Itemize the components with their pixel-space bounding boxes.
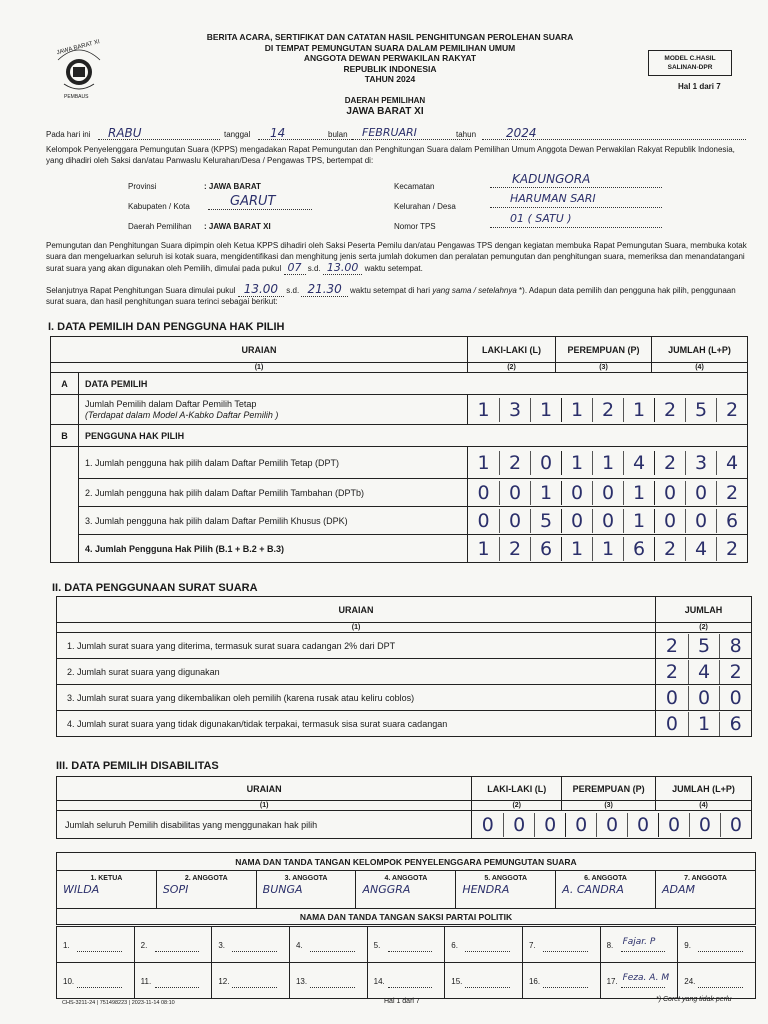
- kabupaten-value: GARUT: [230, 194, 276, 209]
- col-num: (4): [652, 363, 748, 373]
- handwritten-digit: 0: [530, 451, 561, 475]
- dapil-value: : JAWA BARAT XI: [204, 222, 271, 231]
- title-line: BERITA ACARA, SERTIFIKAT DAN CATATAN HASIL PENGHITUNGAN PEROLEHAN SUARA: [206, 32, 574, 42]
- handwritten-digit: 6: [719, 712, 751, 736]
- disability-row-digits: [472, 811, 752, 839]
- col-uraian: URAIAN: [57, 777, 472, 801]
- saksi-signature-cell: [57, 963, 135, 999]
- saksi-number: 17.: [606, 977, 618, 986]
- saksi-number: 11.: [140, 977, 152, 986]
- ballot-row-2-digits: [656, 659, 752, 685]
- saksi-signature-cell: [289, 927, 367, 963]
- handwritten-digit: 0: [565, 813, 596, 837]
- kecamatan-field: [490, 172, 662, 188]
- saksi-dots: [465, 987, 510, 988]
- tahun-value: 2024: [506, 126, 537, 140]
- handwritten-digit: 1: [623, 398, 654, 422]
- handwritten-digit: 8: [719, 634, 751, 658]
- saksi-number: 15.: [451, 977, 463, 986]
- tahun-field: [482, 126, 746, 140]
- ballot-row-1-digits: [656, 633, 752, 659]
- section2-title: II. DATA PENGGUNAAN SURAT SUARA: [52, 582, 258, 594]
- row-b-blank: [51, 507, 79, 535]
- saksi-number: 6.: [451, 941, 458, 950]
- footer-page: Hal 1 dari 7: [384, 998, 420, 1005]
- handwritten-digit: 5: [685, 398, 716, 422]
- tanggal-label: tanggal: [224, 130, 251, 139]
- kpps-signature-cell: [256, 871, 356, 909]
- handwritten-digit: 0: [654, 481, 685, 505]
- saksi-dots: [388, 951, 433, 952]
- saksi-signature-cell: [57, 927, 135, 963]
- handwritten-digit: 0: [719, 686, 751, 710]
- handwritten-digit: 1: [623, 481, 654, 505]
- saksi-dots: [698, 951, 743, 952]
- kpps-signature-cell: [456, 871, 556, 909]
- tps-value: 01 ( SATU ): [510, 212, 572, 225]
- kpps-role: 6. ANGGOTA: [584, 875, 627, 882]
- kpps-signature: HENDRA: [462, 883, 510, 896]
- saksi-signature-cell: [134, 963, 212, 999]
- col-num: (3): [556, 363, 652, 373]
- col-num: (1): [51, 363, 468, 373]
- saksi-signature-cell: [212, 963, 290, 999]
- count-start-time: 13.00: [238, 282, 284, 297]
- saksi-number: 16.: [528, 977, 541, 986]
- saksi-dots: [77, 951, 122, 952]
- handwritten-digit: 2: [665, 634, 678, 657]
- saksi-dots: [155, 951, 200, 952]
- footer-code: CHS-3211-24 | 751498223 | 2023-11-14 08:10: [62, 1000, 175, 1006]
- col-uraian: URAIAN: [51, 337, 468, 363]
- handwritten-digit: 0: [499, 481, 530, 505]
- handwritten-digit: 2: [716, 481, 747, 505]
- digit-group: [656, 712, 751, 736]
- row-b-title: PENGGUNA HAK PILIH: [79, 425, 748, 447]
- saksi-dots: [310, 987, 355, 988]
- kpps-title: NAMA DAN TANDA TANGAN KELOMPOK PENYELENGGARA PEMUNGUTAN SUARA: [57, 853, 756, 871]
- col-perempuan: PEREMPUAN (P): [556, 337, 652, 363]
- handwritten-digit: 4: [685, 537, 716, 561]
- title-line: DI TEMPAT PEMUNGUTAN SUARA DALAM PEMILIHAN UMUM: [264, 42, 516, 53]
- handwritten-digit: 1: [530, 481, 561, 505]
- provinsi-value: : JAWA BARAT: [204, 182, 261, 191]
- disability-row-text: Jumlah seluruh Pemilih disabilitas yang menggunakan hak pilih: [57, 811, 472, 839]
- saksi-number: 5.: [373, 941, 381, 950]
- count-end-time: 21.30: [301, 282, 347, 297]
- daerah-label: DAERAH PEMILIHAN: [344, 96, 426, 105]
- handwritten-digit: 1: [592, 537, 623, 561]
- handwritten-digit: 2: [654, 451, 685, 475]
- digit-group: [468, 537, 747, 561]
- digit-group: [656, 660, 751, 684]
- kabupaten-field: [208, 194, 312, 210]
- handwritten-digit: 0: [561, 509, 592, 533]
- kpps-signature-cell: [356, 871, 456, 909]
- saksi-signature-cell: [134, 927, 212, 963]
- saksi-signature: Feza. A. M: [622, 973, 670, 983]
- saksi-dots: [465, 951, 510, 952]
- saksi-number: 12.: [218, 977, 230, 986]
- count-line-b: waktu setempat di hari: [350, 286, 431, 295]
- kecamatan-label: Kecamatan: [394, 182, 435, 191]
- handwritten-digit: 0: [534, 813, 565, 837]
- handwritten-digit: 0: [503, 813, 534, 837]
- kpps-signature-cell: [57, 871, 157, 909]
- saksi-signature-cell: [445, 927, 523, 963]
- kelurahan-field: [490, 192, 662, 208]
- saksi-number: 9.: [684, 941, 691, 950]
- saksi-dots: [698, 987, 743, 988]
- saksi-signature-cell: [289, 963, 367, 999]
- saksi-signature-cell: [367, 927, 445, 963]
- kpu-logo: [50, 38, 108, 102]
- handwritten-digit: 0: [665, 712, 678, 735]
- handwritten-digit: 2: [499, 451, 530, 475]
- saksi-title: NAMA DAN TANDA TANGAN SAKSI PARTAI POLITIK: [57, 909, 756, 925]
- sd-label-2: s.d.: [286, 286, 300, 295]
- saksi-signature-table: [56, 926, 756, 999]
- kpps-role: 4. ANGGOTA: [384, 875, 428, 882]
- row-b-blank: [51, 479, 79, 507]
- digit-group: [468, 451, 747, 475]
- logo-text-bottom: PEMBAUS: [64, 94, 89, 100]
- row-a-blank: [51, 395, 79, 425]
- saksi-signature-cell: [522, 927, 600, 963]
- pada-hari-ini-label: Pada hari ini: [46, 130, 91, 139]
- handwritten-digit: 0: [596, 813, 627, 837]
- row-b1-digits: [468, 447, 748, 479]
- row-b4-digits: [468, 535, 748, 563]
- tps-label: Nomor TPS: [394, 222, 436, 231]
- kelurahan-label: Kelurahan / Desa: [394, 202, 456, 211]
- row-b-label: B: [51, 425, 79, 447]
- col-jumlah: JUMLAH (L+P): [652, 337, 748, 363]
- handwritten-digit: 6: [623, 537, 654, 561]
- col-laki: LAKI-LAKI (L): [468, 337, 556, 363]
- count-paragraph: [46, 284, 748, 307]
- section3-title: III. DATA PEMILIH DISABILITAS: [56, 760, 219, 772]
- saksi-signature-cell: [445, 963, 523, 999]
- kpps-role: 1. KETUA: [90, 875, 123, 882]
- bulan-value: FEBRUARI: [362, 126, 417, 139]
- kpps-signature-cell: [556, 871, 656, 909]
- hari-field: [98, 126, 220, 140]
- handwritten-digit: 2: [654, 398, 685, 422]
- model-box-line1: MODEL C.HASIL: [664, 55, 716, 62]
- handwritten-digit: 1: [477, 451, 490, 474]
- hari-value: RABU: [108, 126, 142, 140]
- row-a-sub: (Terdapat dalam Model A-Kabko Daftar Pemilih ): [85, 409, 279, 420]
- row-a-title: DATA PEMILIH: [79, 373, 748, 395]
- saksi-dots: [543, 987, 588, 988]
- handwritten-digit: 2: [716, 537, 747, 561]
- handwritten-digit: 2: [716, 398, 747, 422]
- saksi-dots: [155, 987, 200, 988]
- col-jumlah: JUMLAH: [656, 597, 752, 623]
- row-a-digits: [468, 395, 748, 425]
- title-line: TAHUN 2024: [364, 74, 416, 84]
- ballot-row-4-digits: [656, 711, 752, 737]
- kabupaten-label: Kabupaten / Kota: [128, 202, 190, 211]
- row-b1-text: 1. Jumlah pengguna hak pilih dalam Daftar Pemilih Tetap (DPT): [79, 447, 468, 479]
- ballot-row-3-digits: [656, 685, 752, 711]
- handwritten-digit: 0: [627, 813, 658, 837]
- count-line-d: *). Adapun data pemilih dan pengguna hak pilih, penggunaan surat suara, dan hasil penghitungan suara terinci sebagai berikut:: [46, 286, 736, 306]
- handwritten-digit: 0: [665, 686, 678, 709]
- saksi-number: 24.: [684, 977, 696, 986]
- handwritten-digit: 4: [688, 660, 720, 684]
- logo-text-top: JAWA BARAT XI: [56, 39, 101, 57]
- ballot-row-2-text: 2. Jumlah surat suara yang digunakan: [57, 659, 656, 685]
- start-time: 07: [284, 261, 306, 275]
- handwritten-digit: 1: [688, 712, 720, 736]
- handwritten-digit: 0: [592, 481, 623, 505]
- footer-note: *) Coret yang tidak perlu: [656, 996, 732, 1003]
- ballot-usage-table: [56, 596, 752, 737]
- intro-line: [46, 126, 746, 140]
- col-num: (1): [57, 623, 656, 633]
- handwritten-digit: 2: [592, 398, 623, 422]
- handwritten-digit: 0: [685, 509, 716, 533]
- handwritten-digit: 1: [477, 537, 490, 560]
- procedure-paragraph: [46, 240, 748, 274]
- row-a-main: Jumlah Pemilih dalam Daftar Pemilih Tetap: [85, 398, 257, 409]
- handwritten-digit: 0: [689, 813, 720, 837]
- saksi-number: 3.: [218, 941, 225, 950]
- kpps-role: 2. ANGGOTA: [184, 875, 228, 882]
- model-box: [648, 50, 732, 76]
- model-box-line2: SALINAN-DPR: [667, 64, 713, 71]
- handwritten-digit: 0: [561, 481, 592, 505]
- handwritten-digit: 2: [499, 537, 530, 561]
- row-a-label: A: [51, 373, 79, 395]
- row-b-blank: [51, 447, 79, 479]
- voter-data-table: [50, 336, 748, 563]
- handwritten-digit: 2: [719, 660, 751, 684]
- handwritten-digit: 1: [623, 509, 654, 533]
- saksi-signature-cell: [678, 963, 756, 999]
- row-a-text: [79, 395, 468, 425]
- saksi-dots: [388, 987, 433, 988]
- saksi-number: 14.: [373, 977, 385, 986]
- kpps-signature: ADAM: [661, 883, 695, 896]
- title-line: REPUBLIK INDONESIA: [343, 63, 437, 74]
- col-uraian: URAIAN: [57, 597, 656, 623]
- tahun-label: tahun: [456, 130, 477, 139]
- kpps-signature: BUNGA: [262, 883, 303, 896]
- handwritten-digit: 0: [499, 509, 530, 533]
- title-line: ANGGOTA DEWAN PERWAKILAN RAKYAT: [303, 53, 477, 63]
- handwritten-digit: 1: [477, 398, 490, 421]
- handwritten-digit: 6: [530, 537, 561, 561]
- ballot-row-3-text: 3. Jumlah surat suara yang dikembalikan oleh pemilih (karena rusak atau keliru coblos): [57, 685, 656, 711]
- saksi-number: 13.: [295, 977, 308, 986]
- saksi-dots: [77, 987, 122, 988]
- saksi-dots: [621, 987, 666, 988]
- dapil-label: Daerah Pemilihan: [128, 222, 192, 231]
- handwritten-digit: 1: [561, 537, 592, 561]
- col-num: (2): [656, 623, 752, 633]
- saksi-signature: Fajar. P: [622, 937, 656, 947]
- handwritten-digit: 0: [477, 481, 490, 504]
- handwritten-digit: 0: [688, 686, 720, 710]
- saksi-dots: [543, 951, 588, 952]
- handwritten-digit: 0: [481, 813, 494, 836]
- kpps-signature: WILDA: [63, 883, 100, 896]
- handwritten-digit: 0: [477, 509, 490, 532]
- ballot-row-4-text: 4. Jumlah surat suara yang tidak digunakan/tidak terpakai, termasuk sisa surat suara cadangan: [57, 711, 656, 737]
- saksi-signature-cell: [522, 963, 600, 999]
- kpps-role: 7. ANGGOTA: [684, 875, 727, 882]
- row-b-blank: [51, 535, 79, 563]
- kpps-signature: A. CANDRA: [562, 883, 624, 896]
- kpps-signature-cell: [655, 871, 755, 909]
- tanggal-value: 14: [270, 126, 286, 140]
- saksi-number: 10.: [63, 977, 75, 986]
- row-b2-digits: [468, 479, 748, 507]
- procedure-text: Pemungutan dan Penghitungan Suara dipimpin oleh Ketua KPPS dihadiri oleh Saksi Peserta Pemilu dan/atau Pengawas TPS dengan kegiatan membuka Rapat Pemungutan Suara, membuka kotak suara dan mengeluarkan seluruh isi kotak suara, mengidentifikasi dan menghitung jenis serta jumlah dokumen dan peralatan pemungutan dan penghitungan suara, memeriksa dan menandatangani surat suara yang akan digunakan oleh Pemilih, dimulai pada pukul: [46, 241, 747, 273]
- ballot-row-1-text: 1. Jumlah surat suara yang diterima, termasuk surat suara cadangan 2% dari DPT: [57, 633, 656, 659]
- digit-group: [468, 481, 747, 505]
- kelurahan-value: HARUMAN SARI: [510, 192, 596, 205]
- saksi-signature-cell: [600, 927, 678, 963]
- waktu-label: waktu setempat.: [364, 264, 423, 273]
- count-line-c: yang sama / setelahnya: [432, 286, 517, 295]
- saksi-signature-cell: [678, 927, 756, 963]
- saksi-signature-cell: [212, 927, 290, 963]
- handwritten-digit: 0: [654, 509, 685, 533]
- saksi-dots: [232, 951, 277, 952]
- handwritten-digit: 3: [499, 398, 530, 422]
- handwritten-digit: 6: [716, 509, 747, 533]
- col-perempuan: PEREMPUAN (P): [562, 777, 656, 801]
- section1-title: I. DATA PEMILIH DAN PENGGUNA HAK PILIH: [48, 321, 285, 333]
- bulan-label: bulan: [328, 130, 348, 139]
- sd-label-1: s.d.: [307, 264, 321, 273]
- digit-group: [656, 634, 751, 658]
- page-number-top: Hal 1 dari 7: [678, 82, 721, 91]
- digit-group: [468, 509, 747, 533]
- col-laki: LAKI-LAKI (L): [472, 777, 562, 801]
- row-b3-digits: [468, 507, 748, 535]
- handwritten-digit: 4: [716, 451, 747, 475]
- col-num: (3): [562, 801, 656, 811]
- col-num: (2): [472, 801, 562, 811]
- col-jumlah: JUMLAH (L+P): [656, 777, 752, 801]
- bulan-field: [352, 126, 470, 140]
- kecamatan-value: KADUNGORA: [512, 172, 591, 186]
- saksi-number: 1.: [63, 941, 70, 950]
- saksi-dots: [232, 987, 277, 988]
- daerah-value: JAWA BARAT XI: [346, 106, 424, 117]
- handwritten-digit: 0: [592, 509, 623, 533]
- kpps-signature-table: [56, 852, 756, 925]
- handwritten-digit: 5: [530, 509, 561, 533]
- kpps-signature: ANGGRA: [362, 883, 411, 896]
- handwritten-digit: 1: [530, 398, 561, 422]
- col-num: (2): [468, 363, 556, 373]
- tps-field: [490, 212, 662, 228]
- handwritten-digit: 0: [720, 813, 751, 837]
- row-b2-text: 2. Jumlah pengguna hak pilih dalam Daftar Pemilih Tambahan (DPTb): [79, 479, 468, 507]
- handwritten-digit: 2: [654, 537, 685, 561]
- digit-group: [472, 813, 751, 837]
- handwritten-digit: 1: [561, 398, 592, 422]
- document-title: [180, 32, 600, 85]
- saksi-number: 8.: [606, 941, 614, 950]
- saksi-signature-cell: [367, 963, 445, 999]
- handwritten-digit: 0: [658, 813, 689, 837]
- count-line-a: Selanjutnya Rapat Penghitungan Suara dimulai pukul: [46, 286, 236, 295]
- saksi-number: 7.: [528, 941, 536, 950]
- kpps-signature: SOPI: [162, 883, 189, 896]
- handwritten-digit: 1: [592, 451, 623, 475]
- end-time: 13.00: [323, 261, 363, 275]
- provinsi-label: Provinsi: [128, 182, 157, 191]
- handwritten-digit: 3: [685, 451, 716, 475]
- handwritten-digit: 2: [665, 660, 678, 683]
- handwritten-digit: 4: [623, 451, 654, 475]
- handwritten-digit: 1: [561, 451, 592, 475]
- saksi-dots: [310, 951, 355, 952]
- kpps-signature-cell: [156, 871, 256, 909]
- saksi-dots: [621, 951, 666, 952]
- digit-group: [468, 398, 747, 422]
- handwritten-digit: 5: [688, 634, 720, 658]
- col-num: (4): [656, 801, 752, 811]
- intro-paragraph: Kelompok Penyelenggara Pemungutan Suara (KPPS) mengadakan Rapat Pemungutan dan Penghitungan Suara dalam Pemilihan Umum Anggota Dewan Perwakilan Rakyat Republik Indonesia, yang dihadiri oleh Saksi dan/atau Panwaslu Kelurahan/Desa / Pengawas TPS, bertempat di:: [46, 145, 735, 165]
- handwritten-digit: 0: [685, 481, 716, 505]
- kpps-role: 5. ANGGOTA: [484, 875, 528, 882]
- saksi-number: 2.: [140, 941, 148, 950]
- disability-table: [56, 776, 752, 839]
- location-block: [128, 172, 688, 234]
- saksi-number: 4.: [295, 941, 303, 950]
- row-b4-text: 4. Jumlah Pengguna Hak Pilih (B.1 + B.2 + B.3): [79, 535, 468, 563]
- row-b3-text: 3. Jumlah pengguna hak pilih dalam Daftar Pemilih Khusus (DPK): [79, 507, 468, 535]
- kpps-role: 3. ANGGOTA: [284, 875, 328, 882]
- saksi-signature-cell: [600, 963, 678, 999]
- col-num: (1): [57, 801, 472, 811]
- digit-group: [656, 686, 751, 710]
